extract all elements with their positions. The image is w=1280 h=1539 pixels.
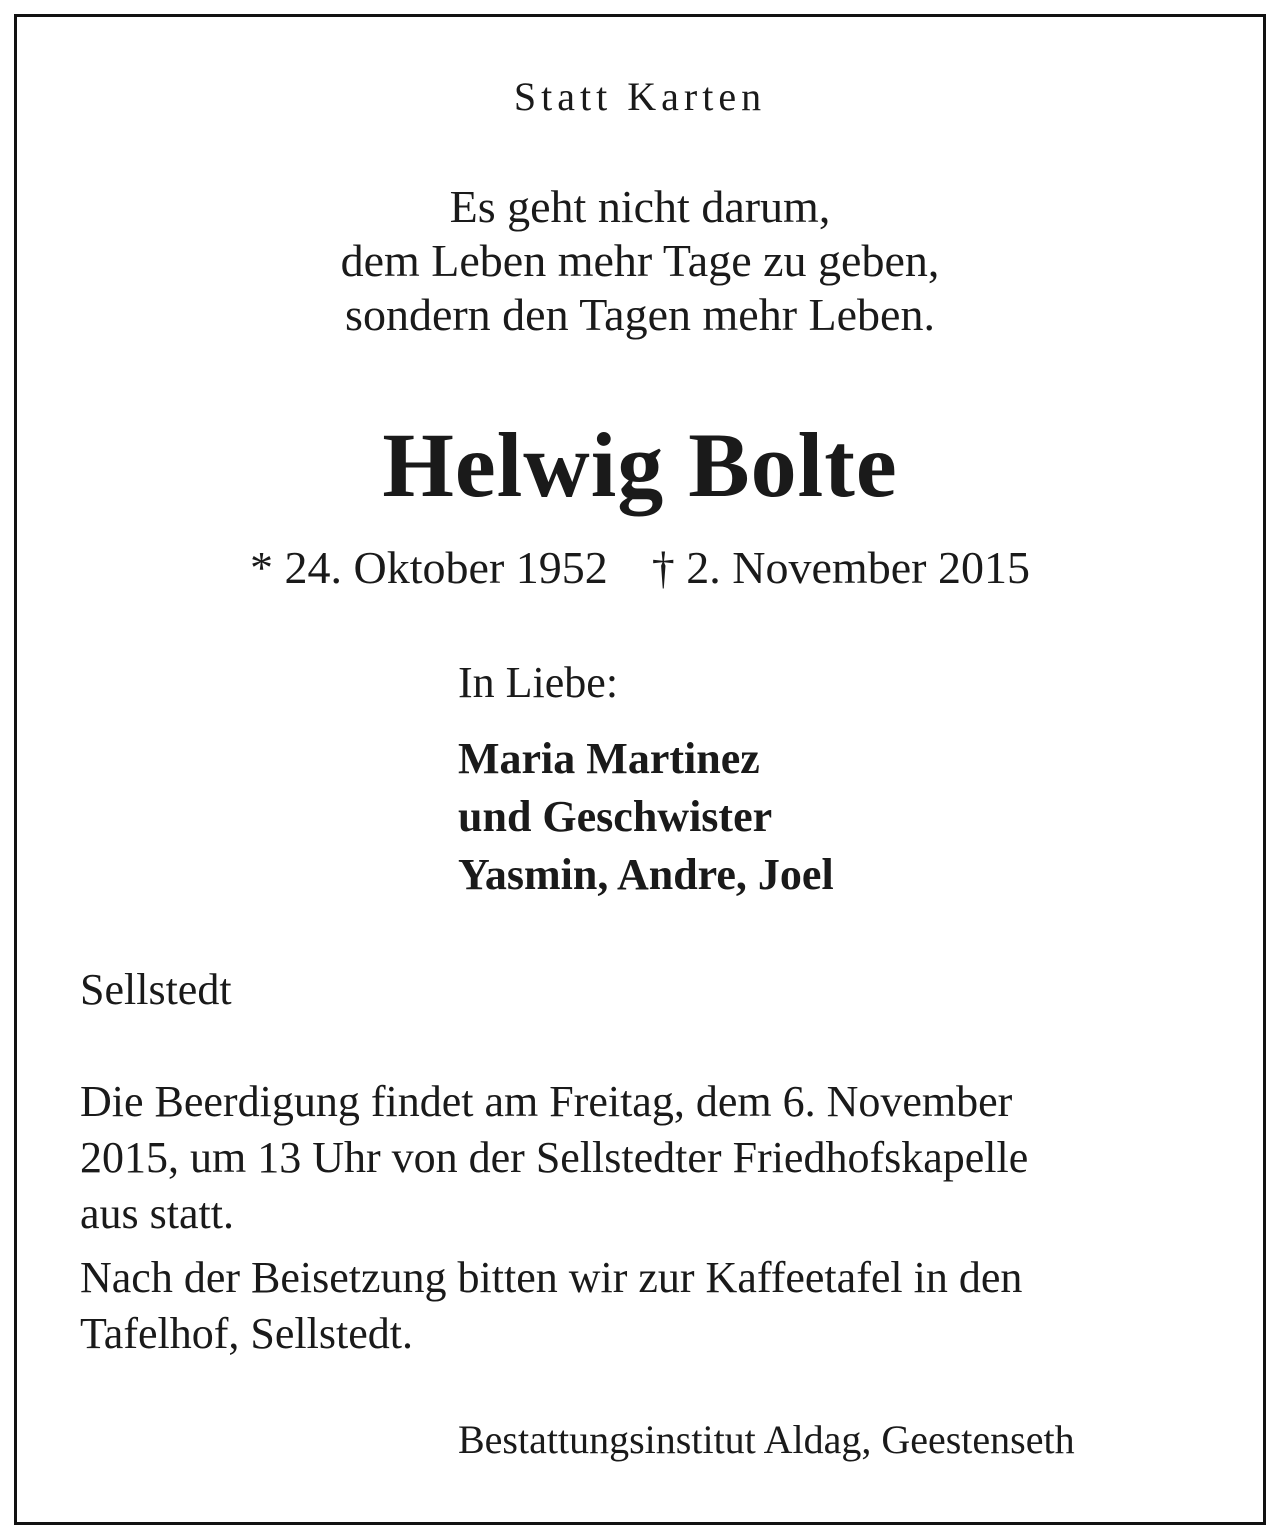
- quote-line: sondern den Tagen mehr Leben.: [345, 289, 935, 340]
- coffee-notice: [80, 1250, 1205, 1362]
- mourners: [458, 730, 834, 904]
- mourner-line: und Geschwister: [458, 792, 773, 841]
- mourner-line: Maria Martinez: [458, 734, 760, 783]
- quote: [0, 180, 1280, 342]
- deceased-name: Helwig Bolte: [382, 414, 898, 516]
- life-dates: [0, 540, 1280, 596]
- death-date: † 2. November 2015: [651, 542, 1030, 593]
- coffee-notice-line: Nach der Beisetzung bitten wir zur Kaffeetafel in den: [80, 1253, 1023, 1302]
- funeral-notice-line: Die Beerdigung findet am Freitag, dem 6. November: [80, 1077, 1013, 1126]
- coffee-notice-line: Tafelhof, Sellstedt.: [80, 1309, 413, 1358]
- funeral-notice-line: 2015, um 13 Uhr von der Sellstedter Friedhofskapelle: [80, 1133, 1029, 1182]
- undertaker: Bestattungsinstitut Aldag, Geestenseth: [458, 1417, 1075, 1462]
- in-love-label: In Liebe:: [458, 658, 619, 707]
- birth-date: * 24. Oktober 1952: [250, 542, 608, 593]
- place: Sellstedt: [80, 965, 232, 1014]
- mourner-line: Yasmin, Andre, Joel: [458, 850, 834, 899]
- quote-line: dem Leben mehr Tage zu geben,: [340, 235, 940, 286]
- quote-line: Es geht nicht darum,: [449, 181, 831, 232]
- funeral-notice-line: aus statt.: [80, 1189, 234, 1238]
- funeral-notice: [80, 1074, 1205, 1242]
- header-statt-karten: Statt Karten: [513, 74, 767, 119]
